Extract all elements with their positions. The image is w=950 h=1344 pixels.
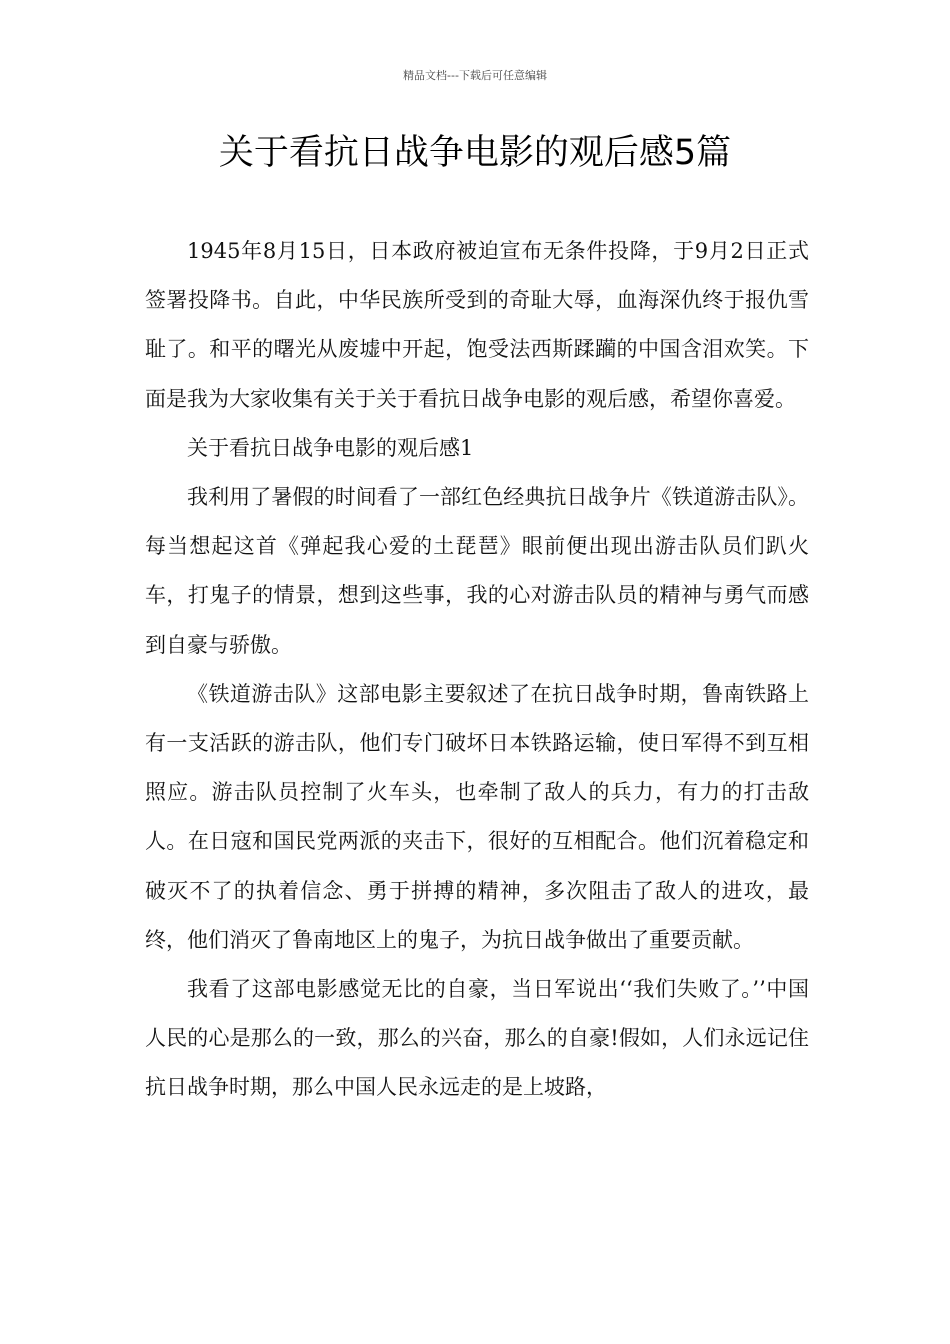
body-paragraph: 《铁道游击队》这部电影主要叙述了在抗日战争时期，鲁南铁路上有一支活跃的游击队，他们专门破坏日本铁路运输，使日军得不到互相照应。游击队员控制了火车头，也牵制了敌人的兵力，有力的打击敌人。在日寇和国民党两派的夹击下，很好的互相配合。他们沉着稳定和破灭不了的执着信念、勇于拼搏的精神，多次阻击了敌人的进攻，最终，他们消灭了鲁南地区上的鬼子，为抗日战争做出了重要贡献。 — [145, 681, 809, 952]
body-paragraph: 我利用了暑假的时间看了一部红色经典抗日战争片《铁道游击队》。每当想起这首《弹起我心爱的土琵琶》眼前便出现出游击队员们趴火车，打鬼子的情景，想到这些事，我的心对游击队员的精神与勇气而感到自豪与骄傲。 — [145, 485, 809, 657]
document-body — [145, 227, 809, 1113]
page-title: 关于看抗日战争电影的观后感5篇 — [218, 133, 732, 173]
intro-paragraph: 1945年8月15日，日本政府被迫宣布无条件投降，于9月2日正式签署投降书。自此，中华民族所受到的奇耻大辱，血海深仇终于报仇雪耻了。和平的曙光从废墟中开起，饱受法西斯蹂躏的中国含泪欢笑。下面是我为大家收集有关于关于看抗日战争电影的观后感，希望你喜爱。 — [145, 239, 809, 411]
body-paragraph: 我看了这部电影感觉无比的自豪，当日军说出‘‘我们失败了。’’中国人民的心是那么的一致，那么的兴奋，那么的自豪!假如，人们永远记住抗日战争时期，那么中国人民永远走的是上坡路， — [145, 977, 809, 1100]
page-header: 精品文档---下载后可任意编辑 — [403, 69, 547, 82]
section-heading: 关于看抗日战争电影的观后感1 — [187, 435, 474, 460]
